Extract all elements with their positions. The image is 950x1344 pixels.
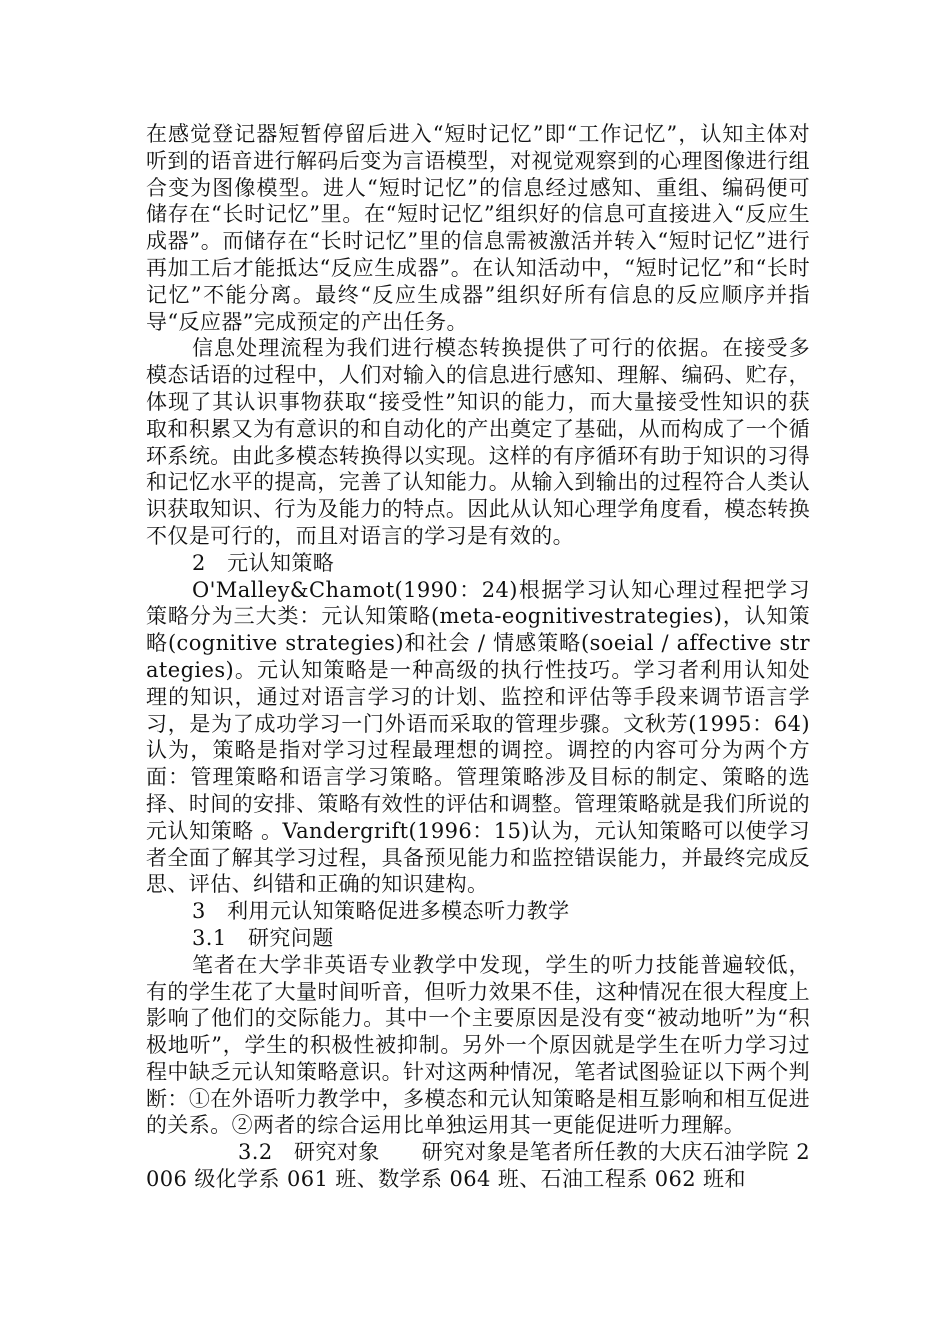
paragraph-information-processing: 信息处理流程为我们进行模态转换提供了可行的依据。在接受多模态话语的过程中，人们对输入的信息进行感知、理解、编码、贮存，体现了其认识事物获取“接受性”知识的能力，而大量接受性知识的获取和积累又为有意识的和自动化的产出奠定了基础，从而构成了一个循环系统。由此多模态转换得以实现。这样的有序循环有助于知识的习得和记忆水平的提高，完善了认知能力。从输入到输出的过程符合人类认识获取知识、行为及能力的特点。因此从认知心理学角度看，模态转换不仅是可行的，而且对语言的学习是有效的。	[146, 336, 810, 548]
subsection-heading-research-subjects: 3.2 研究对象	[238, 1140, 380, 1165]
paragraph-research-subjects	[146, 1139, 810, 1193]
section-heading-metacognitive-strategy: 2 元认知策略	[192, 550, 335, 575]
section-heading-multimodal-listening: 3 利用元认知策略促进多模态听力教学	[192, 899, 570, 924]
paragraph-metacognitive-strategy: O'Malley&Chamot(1990：24)根据学习认知心理过程把学习策略分为三大类：元认知策略(meta-eognitivestrategies)，认知策略(cognitive strategies)和社会 / 情感策略(soeial / affective strategies)。元认知策略是一种高级的执行性技巧。学习者利用认知处理的知识，通过对语言学习的计划、监控和评估等手段来调节语言学习，是为了成功学习一门外语而采取的管理步骤。文秋芳(1995：64)认为，策略是指对学习过程最理想的调控。调控的内容可分为两个方面：管理策略和语言学习策略。管理策略涉及目标的制定、策略的选择、时间的安排、策略有效性的评估和调整。管理策略就是我们所说的元认知策略 。Vandergrift(1996：15)认为，元认知策略可以使学习者全面了解其学习过程，具备预见能力和监控错误能力，并最终完成反思、评估、纠错和正确的知识建构。	[146, 577, 810, 897]
subsection-heading-research-question: 3.1 研究问题	[192, 925, 334, 950]
paragraph-memory-process: 在感觉登记器短暂停留后进入“短时记忆”即“工作记忆”，认知主体对听到的语音进行解码后变为言语模型，对视觉观察到的心理图像进行组合变为图像模型。进人“短时记忆”的信息经过感知、重组、编码便可储存在“长时记忆”里。在“短时记忆”组织好的信息可直接进入“反应生成器”。而储存在“长时记忆”里的信息需被激活并转入“短时记忆”进行再加工后才能抵达“反应生成器”。在认知活动中，“短时记忆”和“长时记忆”不能分离。最终“反应生成器”组织好所有信息的反应顺序并指导“反应器”完成预定的产出任务。	[146, 122, 810, 334]
paragraph-research-question: 笔者在大学非英语专业教学中发现，学生的听力技能普遍较低，有的学生花了大量时间听音，但听力效果不佳，这种情况在很大程度上影响了他们的交际能力。其中一个主要原因是没有变“被动地听”为“积极地听”，学生的积极性被抑制。另外一个原因就是学生在听力学习过程中缺乏元认知策略意识。针对这两种情况，笔者试图验证以下两个判断：①在外语听力教学中，多模态和元认知策略是相互影响和相互促进的关系。②两者的综合运用比单独运用其一更能促进听力理解。	[146, 952, 810, 1138]
document-body	[146, 121, 810, 1193]
research-subjects-text: 研究对象是笔者所任教的大庆石油学院 2006 级化学系 061 班、数学系 064 班、石油工程系 062 班和	[146, 1140, 810, 1192]
